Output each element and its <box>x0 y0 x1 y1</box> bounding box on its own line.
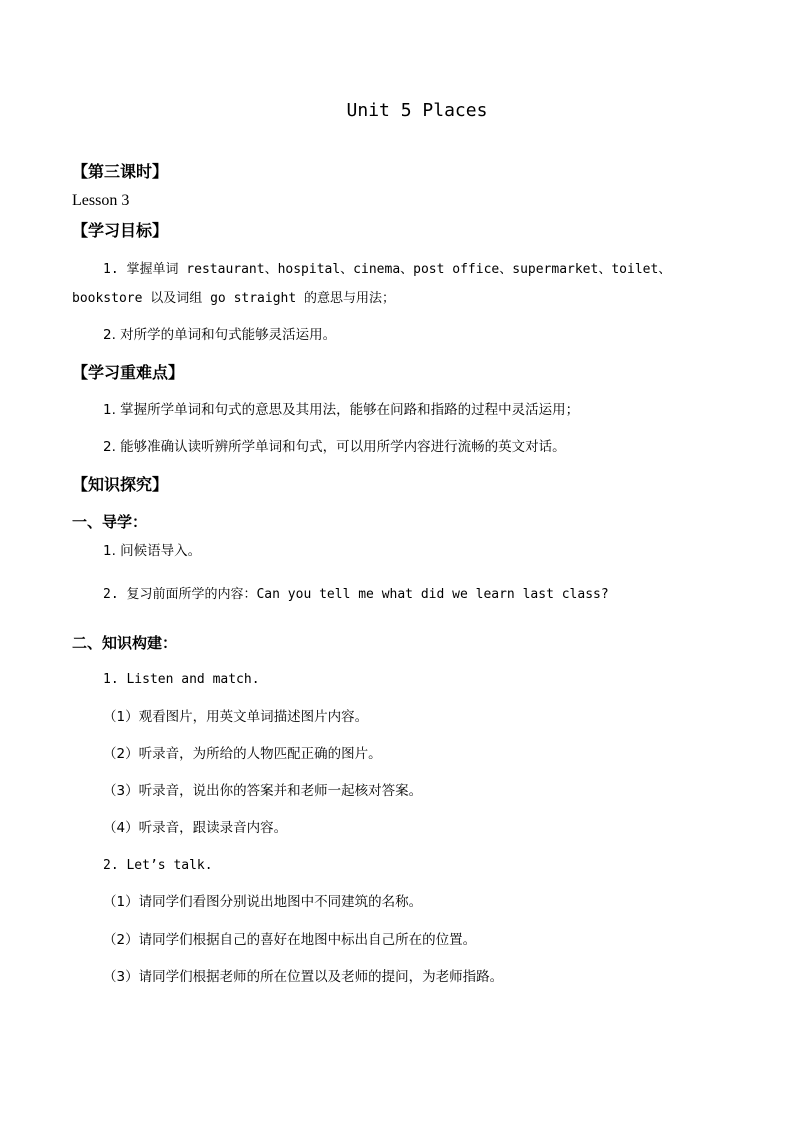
listen-step-2: （2）听录音，为所给的人物匹配正确的图片。 <box>103 746 382 762</box>
lesson-label: Lesson 3 <box>72 192 130 209</box>
talk-step-3: （3）请同学们根据老师的所在位置以及老师的提问，为老师指路。 <box>103 969 504 985</box>
goals-heading: 【学习目标】 <box>72 221 169 240</box>
talk-step-2: （2）请同学们根据自己的喜好在地图中标出自己所在的位置。 <box>103 932 477 948</box>
listen-match-item: 1. Listen and match. <box>103 672 260 687</box>
key-point-item-2: 2. 能够准确认读听辨所学单词和句式，可以用所学内容进行流畅的英文对话。 <box>103 439 566 455</box>
explore-heading: 【知识探究】 <box>72 475 169 494</box>
goal-item-2: 2. 对所学的单词和句式能够灵活运用。 <box>103 327 337 343</box>
guide-item-1: 1. 问候语导入。 <box>103 543 202 559</box>
talk-step-1: （1）请同学们看图分别说出地图中不同建筑的名称。 <box>103 894 423 910</box>
guide-heading: 一、导学： <box>72 513 148 531</box>
goal-item-1-line-1: 1. 掌握单词 restaurant、hospital、cinema、post office、supermarket、toilet、 <box>103 262 672 277</box>
lesson-period-heading: 【第三课时】 <box>72 162 169 181</box>
knowledge-heading: 二、知识构建： <box>72 634 178 652</box>
document-title: Unit 5 Places <box>346 100 488 121</box>
listen-step-1: （1）观看图片，用英文单词描述图片内容。 <box>103 709 369 725</box>
goal-item-1-line-2: bookstore 以及词组 go straight 的意思与用法； <box>72 291 396 306</box>
key-points-heading: 【学习重难点】 <box>72 363 185 382</box>
listen-step-3: （3）听录音，说出你的答案并和老师一起核对答案。 <box>103 783 423 799</box>
guide-item-2: 2. 复习前面所学的内容：Can you tell me what did we learn last class? <box>103 587 609 602</box>
key-point-item-1: 1. 掌握所学单词和句式的意思及其用法，能够在问路和指路的过程中灵活运用； <box>103 402 580 418</box>
listen-step-4: （4）听录音，跟读录音内容。 <box>103 820 288 836</box>
lets-talk-item: 2. Let’s talk. <box>103 858 213 873</box>
